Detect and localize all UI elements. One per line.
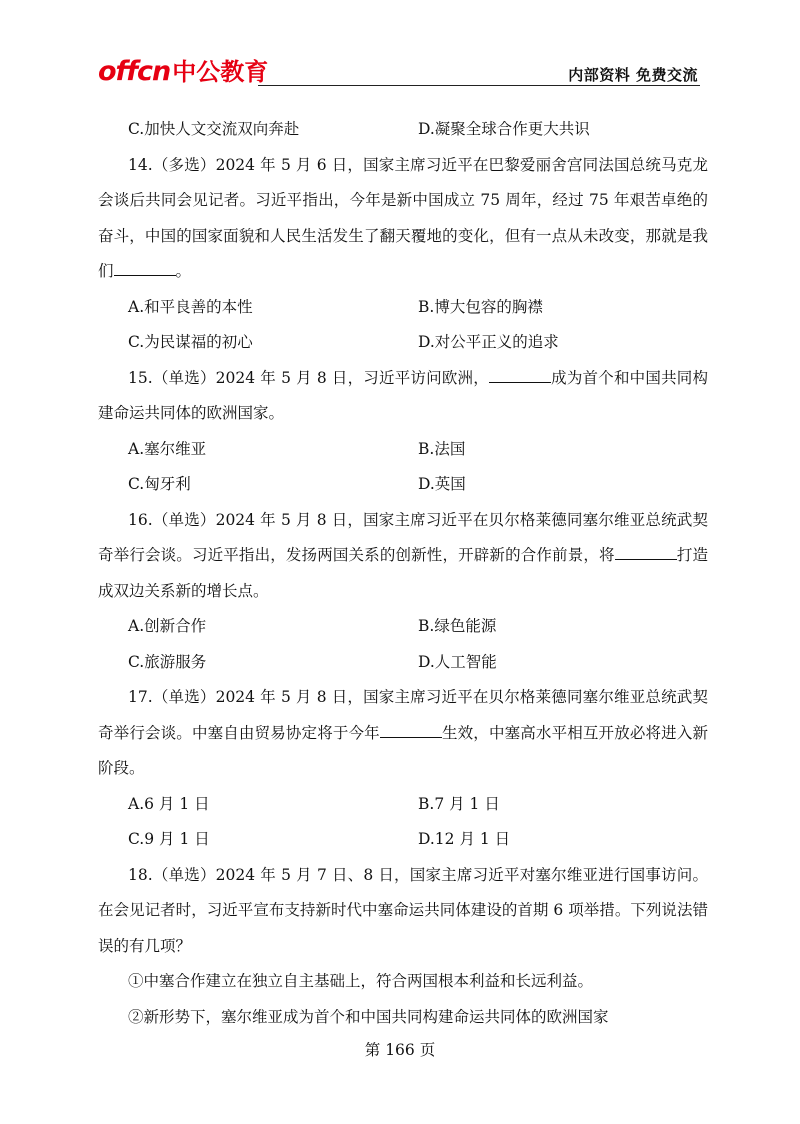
question-14-options-ab — [98, 290, 708, 326]
logo-chinese: 中公教育 — [172, 58, 269, 86]
statement-2: ②新形势下，塞尔维亚成为首个和中国共同构建命运共同体的欧洲国家 — [128, 1007, 609, 1026]
option-b: B.绿色能源 — [418, 617, 497, 635]
question-14 — [98, 148, 708, 290]
header-rule — [258, 85, 700, 86]
option-a: A.6 月 1 日 — [128, 794, 210, 813]
answer-blank — [489, 368, 551, 383]
option-b: B.博大包容的胸襟 — [418, 297, 543, 316]
question-15 — [98, 361, 708, 432]
question-17 — [98, 680, 708, 787]
question-16-options-cd — [98, 645, 708, 681]
option-a: A.和平良善的本性 — [128, 297, 253, 316]
option-c: C.旅游服务 — [128, 652, 207, 671]
question-15-options-cd — [98, 467, 708, 503]
header-tagline: 内部资料 免费交流 — [568, 66, 698, 84]
question-17-options-cd — [98, 822, 708, 858]
statement-1: ①中塞合作建立在独立自主基础上，符合两国根本利益和长远利益。 — [128, 972, 594, 990]
question-16 — [98, 503, 708, 610]
option-b: B.法国 — [418, 439, 466, 458]
question-17-text: 17.（单选）2024 年 5 月 8 日，国家主席习近平在贝尔格莱德同塞尔维亚总统武契奇举行会谈。中塞自由贸易协定将于今年 — [98, 688, 708, 742]
question-17-options-ab — [98, 787, 708, 823]
question-16-text: 16.（单选）2024 年 5 月 8 日，国家主席习近平在贝尔格莱德同塞尔维亚总统武契奇举行会谈。习近平指出，发扬两国关系的创新性，开辟新的合作前景，将 — [98, 510, 708, 564]
page-number: 第 166 页 — [364, 1041, 436, 1059]
option-c: C.加快人文交流双向奔赴 — [128, 120, 300, 138]
option-c: C.9 月 1 日 — [128, 830, 210, 848]
question-15-text-end: 成为首个和中国共同构建命运共同体的欧洲国家。 — [98, 368, 708, 422]
offcn-logo — [98, 56, 268, 86]
question-14-options-cd — [98, 325, 708, 361]
option-a: A.塞尔维亚 — [128, 439, 207, 458]
logo-english: offcn — [98, 56, 171, 87]
question-14-text-end: 。 — [175, 262, 192, 280]
option-d: D.英国 — [418, 475, 466, 493]
option-a: A.创新合作 — [128, 617, 207, 635]
answer-blank — [380, 723, 442, 738]
question-15-options-ab — [98, 432, 708, 468]
question-16-options-ab — [98, 609, 708, 645]
option-d: D.12 月 1 日 — [418, 830, 511, 848]
question-14-text: 14.（多选）2024 年 5 月 6 日，国家主席习近平在巴黎爱丽舍宫同法国总统马克龙会谈后共同会见记者。习近平指出，今年是新中国成立 75 周年，经过 75 年艰苦卓绝的奋斗，中国的国家面貌和人民生活发生了翻天覆地的变化，但有一点从未改变，那就是我们 — [98, 155, 708, 280]
option-b: B.7 月 1 日 — [418, 794, 500, 813]
option-c: C.为民谋福的初心 — [128, 333, 253, 351]
prev-question-options-cd — [98, 112, 708, 148]
question-18: 18.（单选）2024 年 5 月 7 日、8 日，国家主席习近平对塞尔维亚进行国事访问。在会见记者时，习近平宣布支持新时代中塞命运共同体建设的首期 6 项举措。下列说法错误的有几项？ — [98, 865, 708, 955]
answer-blank — [114, 261, 176, 276]
question-content — [98, 112, 708, 1035]
answer-blank — [615, 545, 677, 560]
option-d: D.人工智能 — [418, 652, 497, 671]
question-17-text-end: 生效，中塞高水平相互开放必将进入新阶段。 — [98, 723, 708, 777]
question-15-text: 15.（单选）2024 年 5 月 8 日，习近平访问欧洲， — [128, 368, 489, 387]
page-header — [98, 56, 700, 86]
question-16-text-end: 打造成双边关系新的增长点。 — [98, 546, 708, 600]
option-c: C.匈牙利 — [128, 475, 191, 493]
option-d: D.对公平正义的追求 — [418, 333, 559, 351]
option-d: D.凝聚全球合作更大共识 — [418, 120, 590, 138]
